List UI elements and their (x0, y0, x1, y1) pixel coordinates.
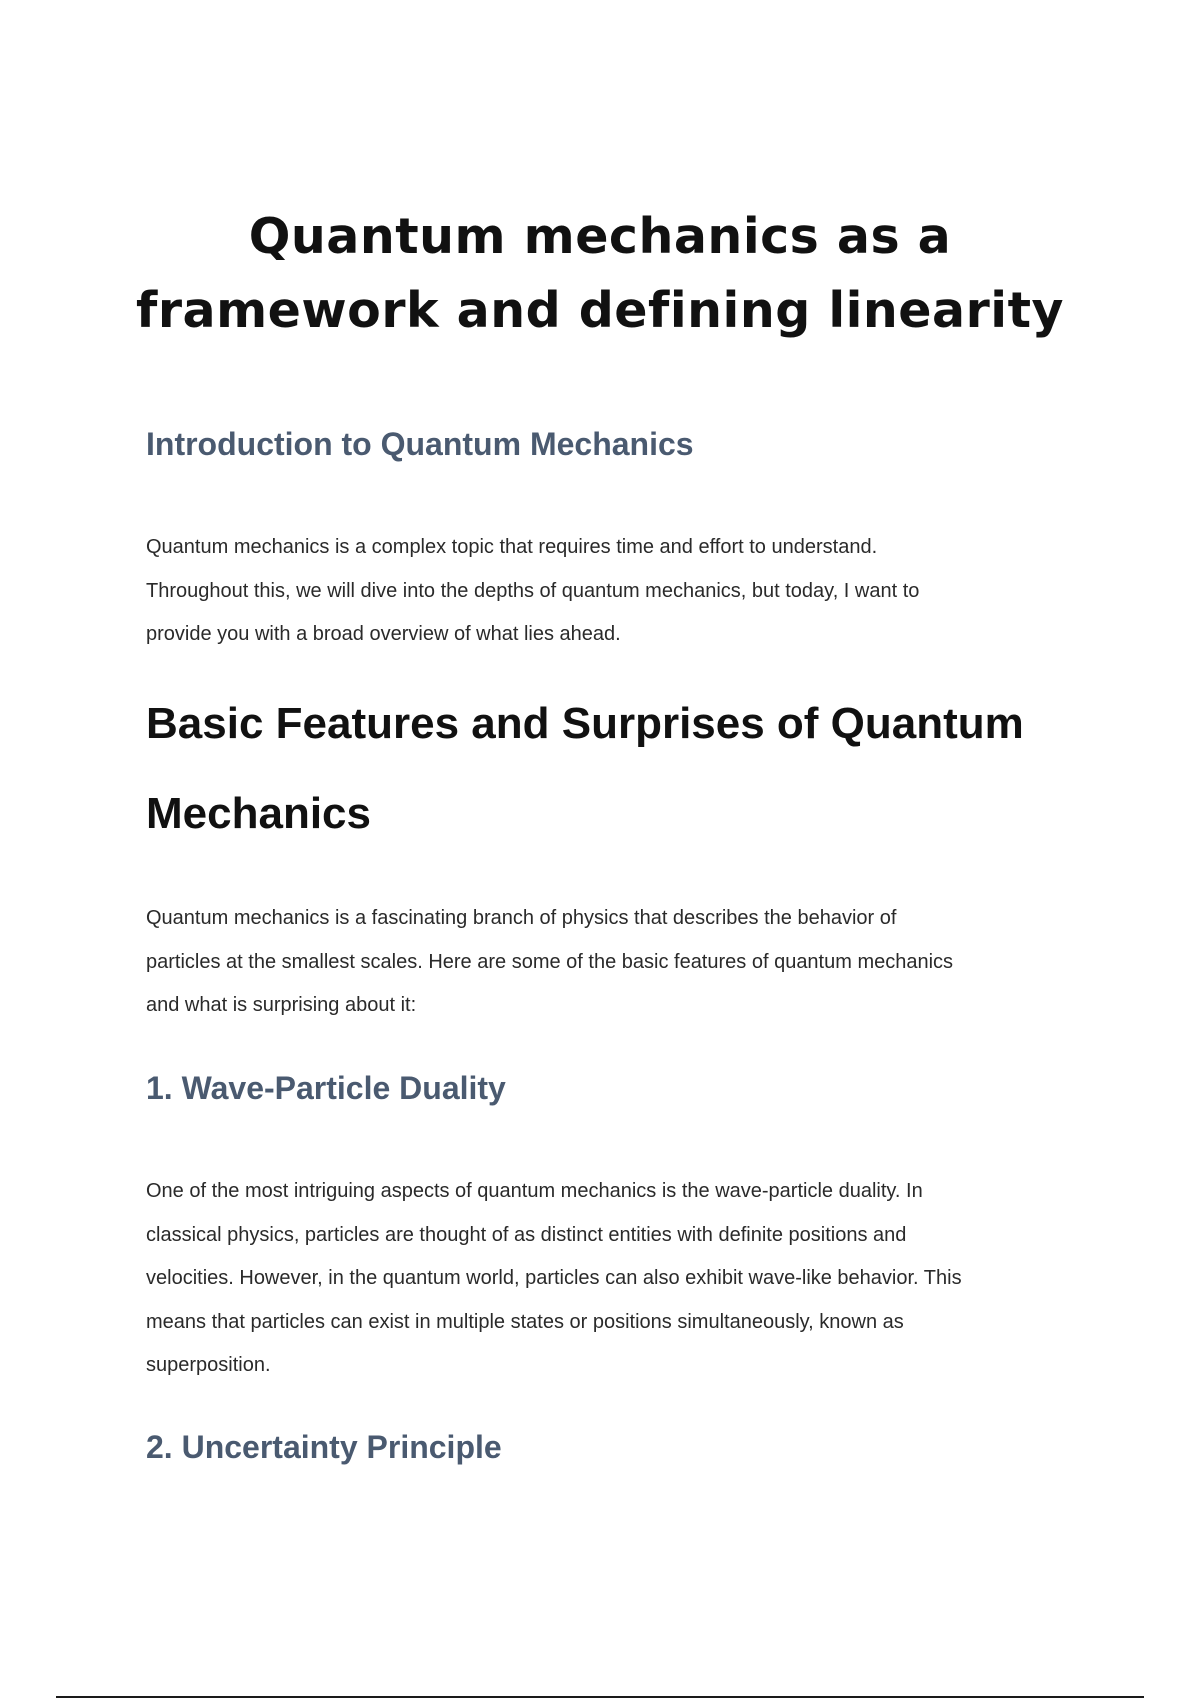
basic-features-paragraph-line-3: and what is surprising about it: (146, 994, 417, 1016)
wave-particle-paragraph (146, 1170, 1066, 1388)
intro-paragraph (146, 526, 1066, 657)
wave-particle-paragraph-line-5: superposition. (146, 1354, 271, 1376)
basic-features-heading (146, 679, 1066, 859)
basic-features-paragraph (146, 897, 1066, 1028)
basic-features-paragraph-line-2: particles at the smallest scales. Here are some of the basic features of quantum mechanics (146, 950, 954, 973)
document-title-line-1: Quantum mechanics as a (248, 208, 952, 265)
wave-particle-paragraph-line-1: One of the most intriguing aspects of quantum mechanics is the wave-particle duality. In (146, 1180, 923, 1202)
wave-particle-paragraph-line-2: classical physics, particles are thought of as distinct entities with definite positions and (146, 1223, 907, 1246)
intro-paragraph-line-3: provide you with a broad overview of what lies ahead. (146, 623, 621, 645)
basic-features-heading-line-2: Mechanics (146, 789, 371, 838)
intro-heading: Introduction to Quantum Mechanics (146, 426, 694, 462)
document-title-line-2: framework and defining linearity (136, 282, 1064, 339)
page-bottom-divider (56, 1696, 1144, 1698)
uncertainty-heading: 2. Uncertainty Principle (146, 1429, 502, 1465)
intro-paragraph-line-2: Throughout this, we will dive into the depths of quantum mechanics, but today, I want to (146, 579, 920, 602)
wave-particle-paragraph-line-4: means that particles can exist in multiple states or positions simultaneously, known as (146, 1310, 904, 1333)
document-title (120, 200, 1080, 348)
wave-particle-heading: 1. Wave-Particle Duality (146, 1070, 506, 1106)
basic-features-heading-line-1: Basic Features and Surprises of Quantum (146, 699, 1024, 748)
wave-particle-paragraph-line-3: velocities. However, in the quantum world, particles can also exhibit wave-like behavior. This (146, 1267, 962, 1289)
intro-paragraph-line-1: Quantum mechanics is a complex topic that requires time and effort to understand. (146, 536, 878, 558)
basic-features-paragraph-line-1: Quantum mechanics is a fascinating branch of physics that describes the behavior of (146, 907, 897, 929)
